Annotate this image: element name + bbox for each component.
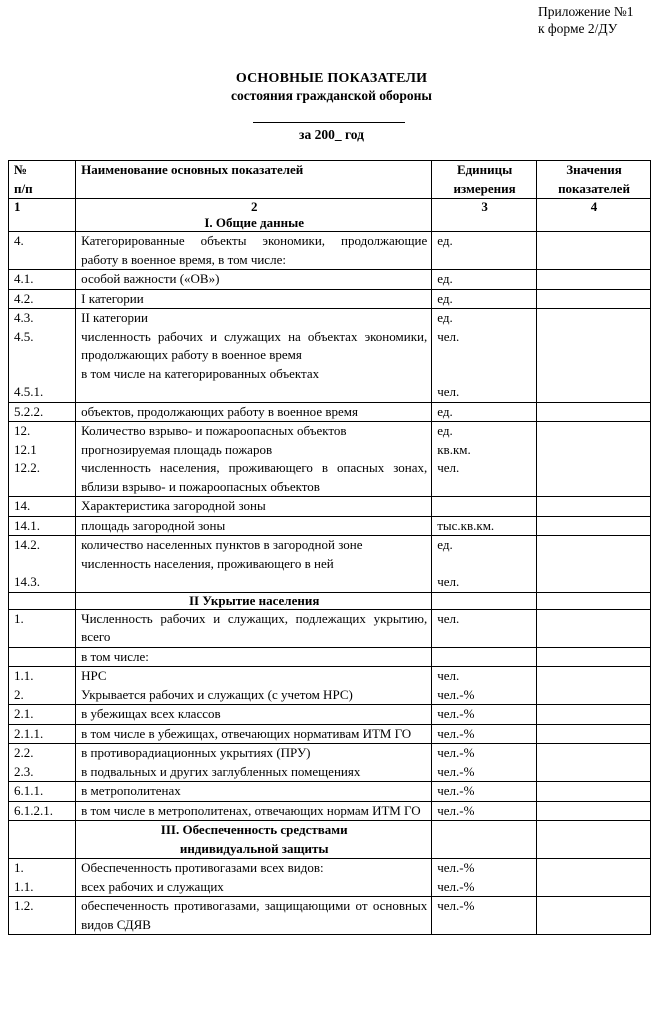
row-unit-c: чел. [437, 460, 460, 475]
row-unit-a: ед. [437, 310, 453, 325]
row-unit: чел.-% [432, 897, 537, 935]
row-value-cell[interactable] [537, 232, 651, 270]
section-row [9, 592, 651, 609]
row-name: Численность рабочих и служащих, подлежащих укрытию, всего [76, 609, 432, 647]
row-name-b: численность рабочих и служащих на объектах экономики, продолжающих работу в военное время [81, 328, 428, 362]
row-unit-b: кв.км. [437, 441, 471, 457]
row-unit-a: чел.-% [437, 860, 475, 875]
row-number [9, 536, 76, 593]
row-value-cell[interactable] [537, 782, 651, 802]
appendix-line-2: к форме 2/ДУ [538, 21, 618, 36]
table-row [9, 422, 651, 497]
document-title-block [0, 70, 663, 104]
header-value [537, 161, 651, 199]
section-title-3-line2: индивидуальной защиты [179, 840, 329, 856]
header-unit [432, 161, 537, 199]
row-unit [432, 422, 537, 497]
appendix-line-1: Приложение №1 [538, 4, 634, 19]
table-row [9, 536, 651, 593]
row-value-cell[interactable] [537, 744, 651, 782]
row-name [76, 309, 432, 403]
row-value-cell[interactable] [537, 647, 651, 667]
row-number: 4.2. [9, 289, 76, 309]
row-unit [432, 497, 537, 517]
row-unit: ед. [432, 232, 537, 270]
header-number-line2: п/п [14, 180, 33, 196]
col-number-2 [76, 199, 432, 232]
row-value-cell[interactable] [537, 497, 651, 517]
row-value-cell[interactable] [537, 289, 651, 309]
row-name-a: количество населенных пунктов в загородной зоне [81, 537, 363, 552]
row-name: в метрополитенах [76, 782, 432, 802]
row-name-b: численность населения, проживающего в ней [81, 555, 334, 571]
header-number [9, 161, 76, 199]
table-row [9, 859, 651, 897]
row-number [9, 744, 76, 782]
row-unit [432, 309, 537, 403]
col-number-1: 1 [9, 199, 76, 232]
row-unit-b: чел.-% [437, 763, 475, 779]
column-numbers-row [9, 199, 651, 232]
table-row [9, 801, 651, 821]
document-subtitle: состояния гражданской обороны [231, 88, 432, 103]
row-value-cell[interactable] [537, 270, 651, 290]
row-unit-b: чел. [437, 328, 460, 344]
row-unit-b: чел.-% [437, 686, 475, 702]
table-row [9, 667, 651, 705]
table-header-row [9, 161, 651, 199]
col-number-2-label: 2 [250, 199, 258, 214]
row-name-a: Количество взрыво- и пожароопасных объектов [81, 423, 347, 438]
row-name: в убежищах всех классов [76, 705, 432, 725]
row-unit-b: чел. [437, 574, 460, 589]
header-unit-line1: Единицы [456, 162, 513, 177]
row-value-cell[interactable] [537, 667, 651, 705]
table-row [9, 724, 651, 744]
row-number: 1. [9, 609, 76, 647]
section-title-3 [76, 821, 432, 859]
row-value-cell[interactable] [537, 309, 651, 403]
table-row [9, 497, 651, 517]
row-unit-a: ед. [437, 537, 453, 552]
row-name: в том числе в метрополитенах, отвечающих нормам ИТМ ГО [76, 801, 432, 821]
row-name: в том числе в убежищах, отвечающих нормативам ИТМ ГО [76, 724, 432, 744]
row-name: объектов, продолжающих работу в военное время [76, 402, 432, 422]
row-number-b: 14.3. [14, 574, 40, 589]
section-row [9, 821, 651, 859]
row-unit: ед. [432, 289, 537, 309]
row-name-b: Укрывается рабочих и служащих (с учетом НРС) [81, 686, 353, 702]
row-unit: ед. [432, 270, 537, 290]
row-number-c: 4.5.1. [14, 384, 44, 399]
row-value-cell[interactable] [537, 422, 651, 497]
row-unit: чел.-% [432, 705, 537, 725]
row-unit: ед. [432, 402, 537, 422]
section-title-2: II Укрытие населения [76, 592, 432, 609]
row-number [9, 667, 76, 705]
row-name-c: численность населения, проживающего в опасных зонах, вблизи взрыво- и пожароопасных объектов [81, 460, 428, 494]
row-unit-c: чел. [437, 384, 460, 399]
col-number-3: 3 [432, 199, 537, 232]
row-unit [432, 647, 537, 667]
row-name-b: в подвальных и других заглубленных помещениях [81, 763, 361, 779]
row-unit: чел. [432, 609, 537, 647]
row-number [9, 647, 76, 667]
row-value-cell[interactable] [537, 801, 651, 821]
row-number: 2.1.1. [9, 724, 76, 744]
row-number-a: 4.3. [14, 310, 34, 325]
row-value-cell[interactable] [537, 859, 651, 897]
row-unit-a: чел. [437, 668, 460, 683]
row-value-cell[interactable] [537, 609, 651, 647]
table-row [9, 897, 651, 935]
row-name [76, 667, 432, 705]
row-name: обеспеченность противогазами, защищающими от основных видов СДЯВ [76, 897, 432, 935]
table-row [9, 402, 651, 422]
table-row [9, 609, 651, 647]
row-number [9, 422, 76, 497]
row-name-b: всех рабочих и служащих [81, 878, 224, 894]
table-row [9, 232, 651, 270]
row-unit-a: чел.-% [437, 745, 475, 760]
row-unit [432, 744, 537, 782]
row-unit-b: чел.-% [437, 878, 475, 894]
row-number-b: 12.1 [14, 441, 37, 457]
row-number: 1.2. [9, 897, 76, 935]
table-row [9, 516, 651, 536]
row-name [76, 744, 432, 782]
row-name: в том числе: [76, 647, 432, 667]
table-row [9, 647, 651, 667]
header-name-line1: Наименование основных показателей [81, 162, 304, 177]
row-number: 6.1.1. [9, 782, 76, 802]
row-number-a: 1.1. [14, 668, 34, 683]
row-name: площадь загородной зоны [76, 516, 432, 536]
row-number-b: 2. [14, 686, 24, 702]
header-value-line1: Значения [566, 162, 622, 177]
blank-underline [253, 122, 405, 123]
row-number: 6.1.2.1. [9, 801, 76, 821]
col-number-4: 4 [537, 199, 651, 232]
row-number-a: 12. [14, 423, 31, 438]
row-name [76, 422, 432, 497]
row-number-b: 4.5. [14, 328, 34, 344]
row-number: 14. [9, 497, 76, 517]
row-number-b: 1.1. [14, 878, 34, 894]
row-number-a: 14.2. [14, 537, 40, 552]
row-number-c: 12.2. [14, 460, 40, 475]
header-unit-line2: измерения [453, 180, 516, 196]
row-name-a: НРС [81, 668, 107, 683]
row-name-b: прогнозируемая площадь пожаров [81, 441, 273, 457]
row-unit [432, 859, 537, 897]
document-title: ОСНОВНЫЕ ПОКАЗАТЕЛИ [235, 71, 428, 86]
table-row [9, 270, 651, 290]
row-name-a: Обеспеченность противогазами всех видов: [81, 860, 324, 875]
table-row [9, 782, 651, 802]
row-number: 4.1. [9, 270, 76, 290]
row-name [76, 536, 432, 593]
section-title-3-line1: III. Обеспеченность средствами [160, 822, 348, 837]
row-unit: чел.-% [432, 782, 537, 802]
row-value-cell[interactable] [537, 516, 651, 536]
row-number: 4. [9, 232, 76, 270]
section-title-1: I. Общие данные [204, 215, 304, 230]
row-name: I категории [76, 289, 432, 309]
row-number-a: 1. [14, 860, 24, 875]
header-name [76, 161, 432, 199]
row-name: особой важности («ОВ») [76, 270, 432, 290]
header-value-line2: показателей [558, 180, 630, 196]
header-number-line1: № [14, 162, 28, 177]
row-value-cell[interactable] [537, 724, 651, 744]
row-unit [432, 536, 537, 593]
row-name-c: в том числе на категорированных объектах [81, 365, 320, 381]
table-row [9, 744, 651, 782]
appendix-note [538, 3, 633, 37]
row-unit: чел.-% [432, 801, 537, 821]
indicators-table [8, 160, 651, 935]
row-name-a: II категории [81, 310, 148, 325]
row-value-cell[interactable] [537, 536, 651, 593]
row-number: 14.1. [9, 516, 76, 536]
row-name-a: в противорадиационных укрытиях (ПРУ) [81, 745, 311, 760]
row-name: Категорированные объекты экономики, продолжающие работу в военное время, в том числе: [76, 232, 432, 270]
row-number-a: 2.2. [14, 745, 34, 760]
table-row [9, 705, 651, 725]
row-name: Характеристика загородной зоны [76, 497, 432, 517]
row-unit: чел.-% [432, 724, 537, 744]
row-unit: тыс.кв.км. [432, 516, 537, 536]
row-name [76, 859, 432, 897]
table-row [9, 309, 651, 403]
row-unit [432, 667, 537, 705]
row-value-cell[interactable] [537, 705, 651, 725]
row-number: 5.2.2. [9, 402, 76, 422]
row-unit-a: ед. [437, 423, 453, 438]
row-value-cell[interactable] [537, 897, 651, 935]
table-row [9, 289, 651, 309]
row-number [9, 859, 76, 897]
report-period: за 200_ год [299, 127, 364, 142]
row-value-cell[interactable] [537, 402, 651, 422]
row-number-b: 2.3. [14, 763, 34, 779]
row-number [9, 309, 76, 403]
row-number: 2.1. [9, 705, 76, 725]
